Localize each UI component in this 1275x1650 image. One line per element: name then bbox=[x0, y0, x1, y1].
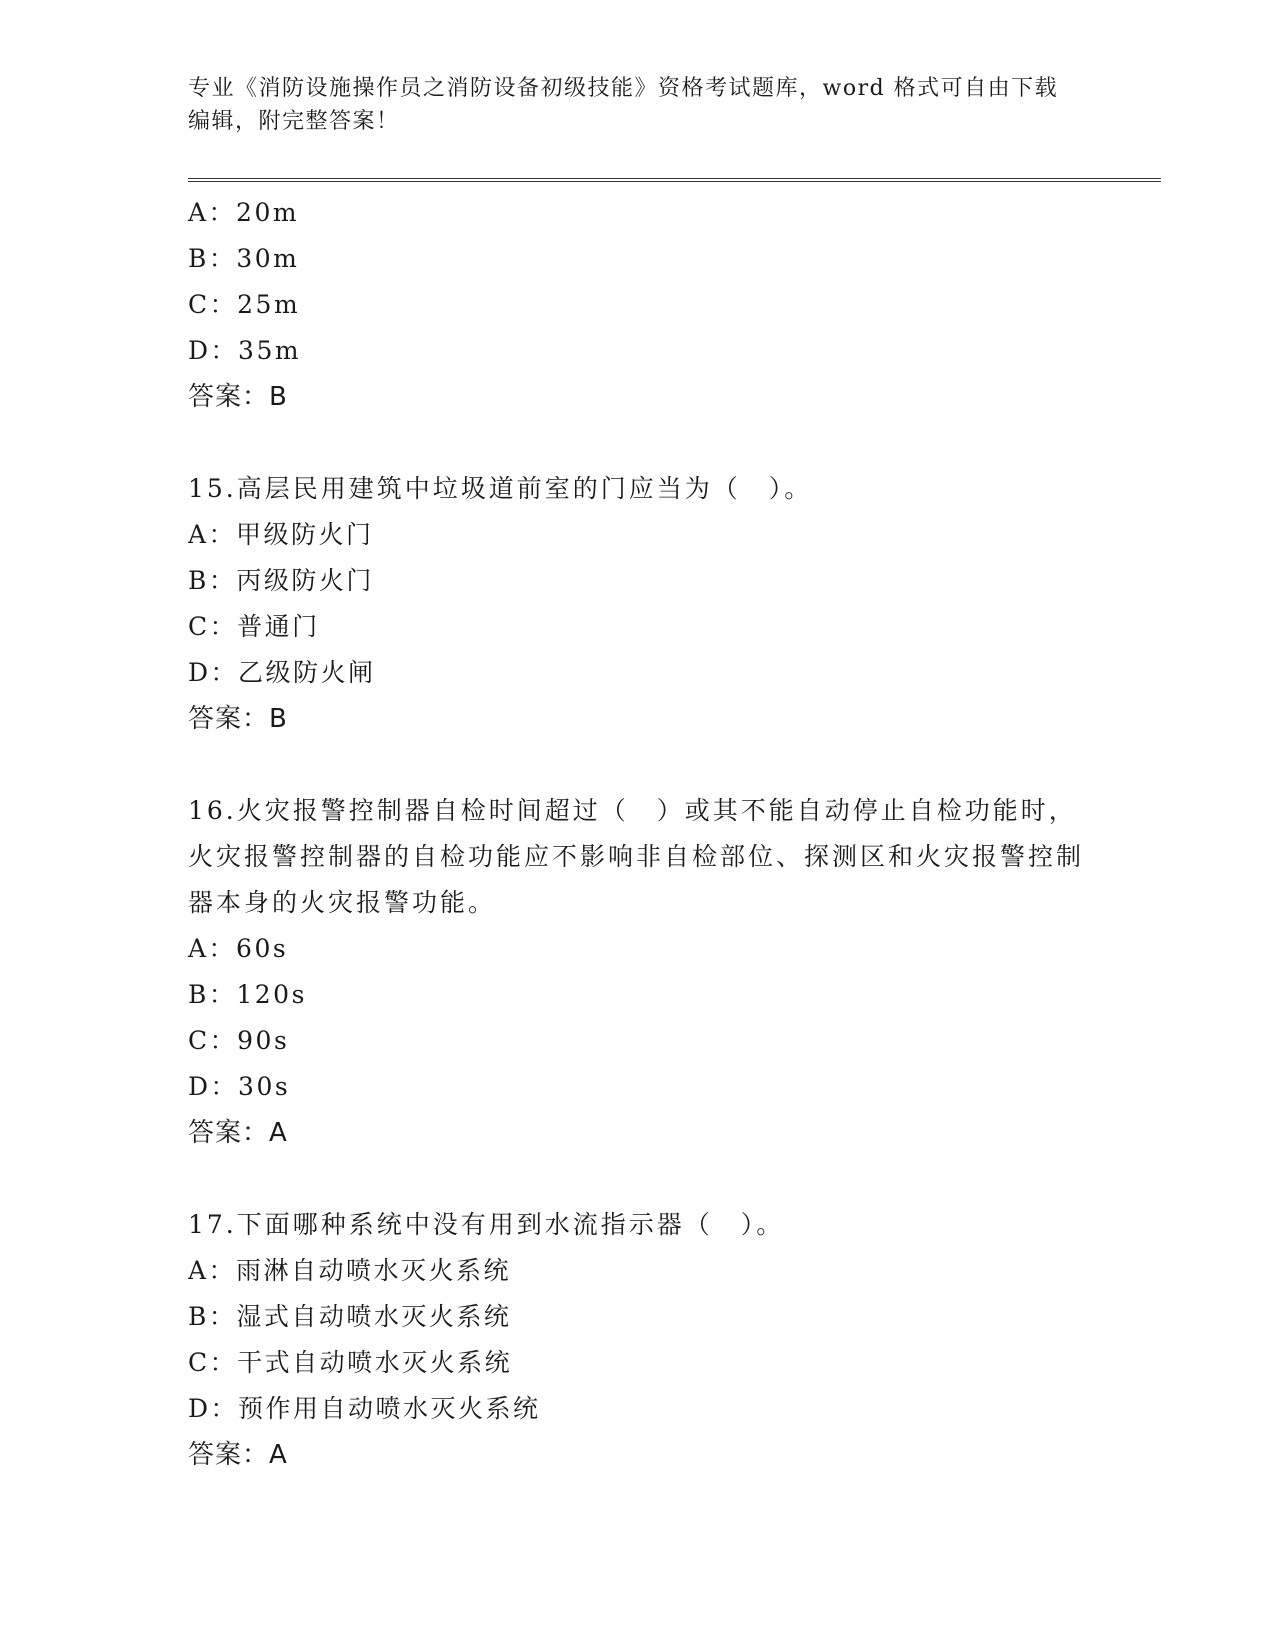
option-c: C：90s bbox=[188, 1026, 290, 1055]
question-text: 17.下面哪种系统中没有用到水流指示器（ ）。 bbox=[188, 1210, 785, 1239]
option-d: D：30s bbox=[188, 1072, 291, 1101]
question-16 bbox=[188, 788, 1088, 1156]
document-header: 专业《消防设施操作员之消防设备初级技能》资格考试题库，word 格式可自由下载编辑，附完整答案！ bbox=[188, 76, 1059, 134]
answer-line: 答案：B bbox=[188, 382, 288, 412]
answer-line: 答案：B bbox=[188, 704, 288, 734]
option-c: C：25m bbox=[188, 290, 301, 319]
option-a: A：60s bbox=[188, 934, 289, 963]
option-b: B：丙级防火门 bbox=[188, 566, 374, 595]
option-b: B：30m bbox=[188, 244, 300, 273]
option-a: A：甲级防火门 bbox=[188, 520, 374, 549]
option-d: D：35m bbox=[188, 336, 302, 365]
option-d: D：乙级防火闸 bbox=[188, 658, 376, 687]
question-17 bbox=[188, 1202, 1088, 1478]
answer-line: 答案：A bbox=[188, 1440, 288, 1470]
answer-line: 答案：A bbox=[188, 1118, 288, 1148]
question-15 bbox=[188, 466, 1088, 742]
question-list bbox=[188, 190, 1088, 1478]
question-text: 15.高层民用建筑中垃圾道前室的门应当为（ ）。 bbox=[188, 474, 813, 503]
option-a: A：20m bbox=[188, 198, 300, 227]
question-text: 16.火灾报警控制器自检时间超过（ ）或其不能自动停止自检功能时，火灾报警控制器的自检功能应不影响非自检部位、探测区和火灾报警控制器本身的火灾报警功能。 bbox=[188, 796, 1085, 917]
option-b: B：湿式自动喷水灭火系统 bbox=[188, 1302, 512, 1331]
option-a: A：雨淋自动喷水灭火系统 bbox=[188, 1256, 512, 1285]
option-c: C：普通门 bbox=[188, 612, 320, 641]
option-d: D：预作用自动喷水灭火系统 bbox=[188, 1394, 541, 1423]
header-divider bbox=[188, 178, 1161, 182]
option-c: C：干式自动喷水灭火系统 bbox=[188, 1348, 513, 1377]
option-b: B：120s bbox=[188, 980, 307, 1009]
question-14-continued bbox=[188, 190, 1088, 420]
